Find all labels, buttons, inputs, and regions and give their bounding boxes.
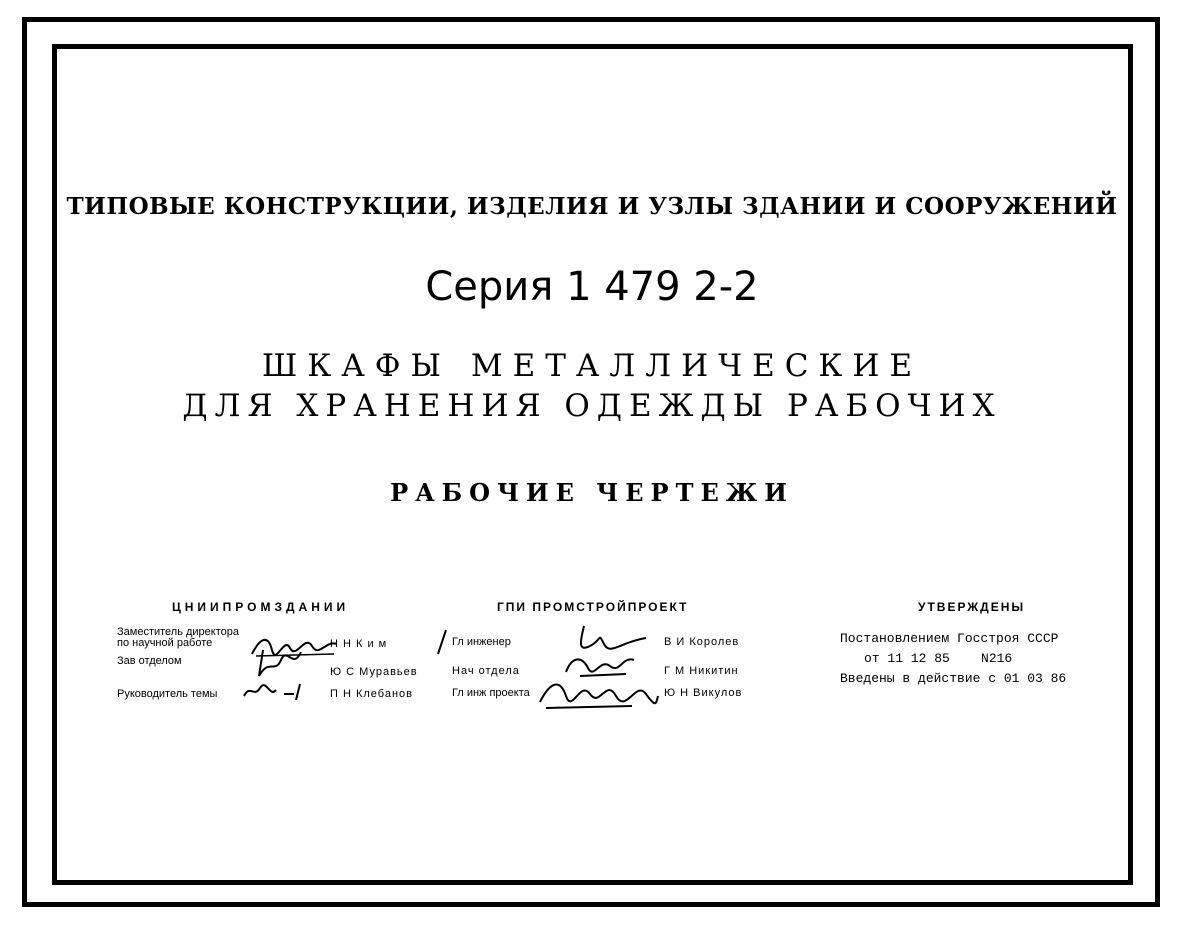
middle-role1: Гл инженер <box>452 636 511 648</box>
series-number: Серия 1 479 2-2 <box>425 264 759 310</box>
inner-frame <box>52 44 1133 885</box>
left-role1-line2: по научной работе <box>117 637 213 649</box>
signature-3 <box>240 680 310 702</box>
left-name2: Ю С Муравьев <box>330 666 418 678</box>
signature-2 <box>255 648 305 680</box>
left-role3: Руководитель темы <box>117 688 218 700</box>
left-name1: Н Н К и м <box>330 638 388 650</box>
left-role1 <box>117 627 239 649</box>
right-org-name: УТВЕРЖДЕНЫ <box>918 600 1026 614</box>
document-type: РАБОЧИЕ ЧЕРТЕЖИ <box>390 478 794 507</box>
approval-line2: от 11 12 85 N216 <box>864 651 1013 666</box>
check-mark <box>436 628 448 656</box>
document-title-line1: ШКАФЫ МЕТАЛЛИЧЕСКИЕ <box>261 348 923 384</box>
middle-name2: Г М Никитин <box>664 665 739 677</box>
signature-6 <box>536 672 662 714</box>
approval-line1: Постановлением Госстроя СССР <box>840 631 1059 646</box>
left-org-name: ЦНИИПРОМЗДАНИИ <box>172 600 350 614</box>
signature-4 <box>574 622 649 656</box>
middle-role3: Гл инж проекта <box>452 687 530 699</box>
collection-title: ТИПОВЫЕ КОНСТРУКЦИИ, ИЗДЕЛИЯ И УЗЛЫ ЗДАНИИ И СООРУЖЕНИЙ <box>66 193 1118 220</box>
middle-name1: В И Королев <box>664 636 740 648</box>
left-role1-line1: Заместитель директора <box>117 626 239 638</box>
approval-line3: Введены в действие с 01 03 86 <box>840 671 1067 686</box>
middle-role2: Нач отдела <box>452 665 520 677</box>
left-role2: Зав отделом <box>117 655 182 667</box>
left-name3: П Н Клебанов <box>330 688 413 700</box>
middle-name3: Ю Н Викулов <box>664 687 743 699</box>
document-title-line2: ДЛЯ ХРАНЕНИЯ ОДЕЖДЫ РАБОЧИХ <box>182 388 1002 424</box>
middle-org-name: ГПИ ПРОМСТРОЙПРОЕКТ <box>497 600 689 614</box>
